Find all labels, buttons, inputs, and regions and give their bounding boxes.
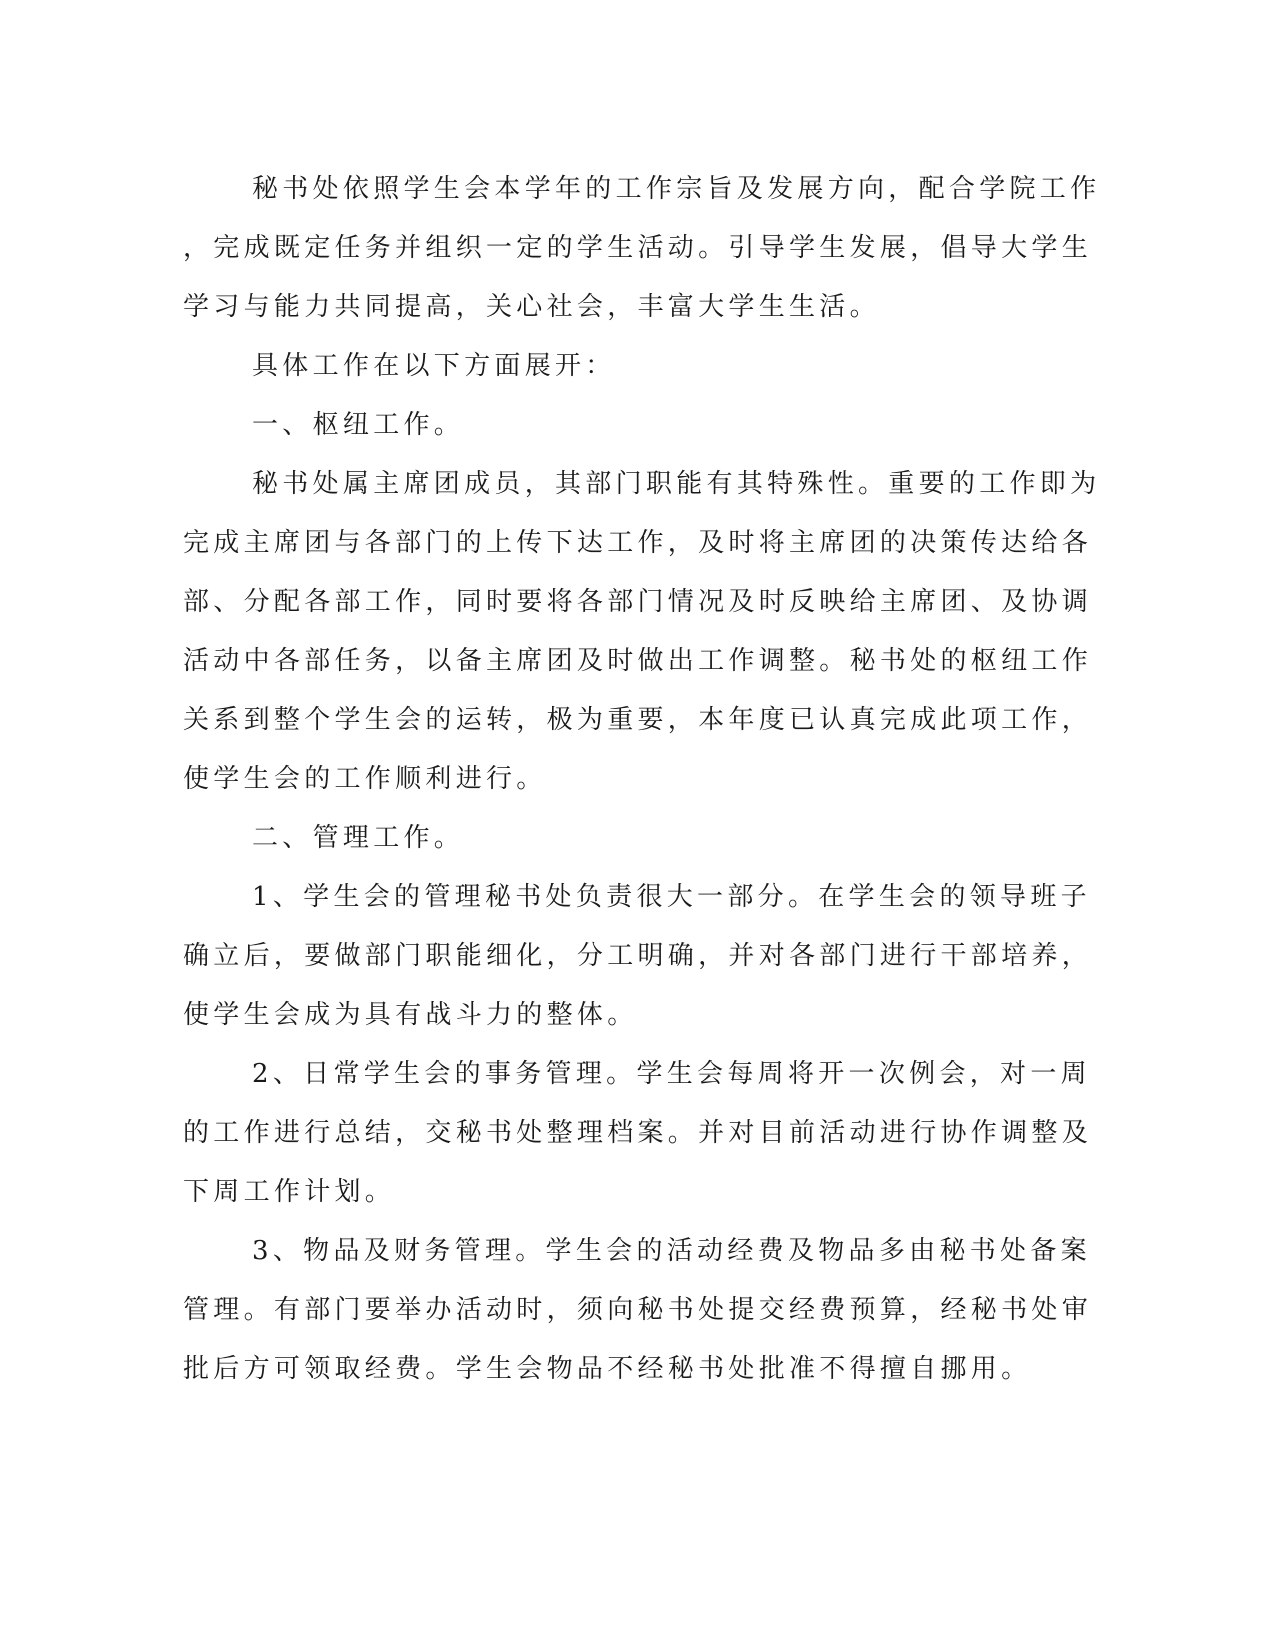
list-item-1-line-2: 确立后，要做部门职能细化，分工明确，并对各部门进行干部培养，: [183, 941, 1093, 971]
list-item-1-line-3: 使学生会成为具有战斗力的整体。: [183, 1000, 638, 1030]
section-heading-management-work: 二、管理工作。: [252, 823, 465, 853]
paragraph-hub-line-4: 活动中各部任务，以备主席团及时做出工作调整。秘书处的枢纽工作: [183, 646, 1093, 676]
list-item-2-line-1: 2、日常学生会的事务管理。学生会每周将开一次例会，对一周: [252, 1059, 1091, 1089]
list-item-2-line-3: 下周工作计划。: [183, 1177, 396, 1207]
paragraph-hub-line-1: 秘书处属主席团成员，其部门职能有其特殊性。重要的工作即为: [252, 469, 1101, 499]
list-item-3-line-2: 管理。有部门要举办活动时，须向秘书处提交经费预算，经秘书处审: [183, 1295, 1093, 1325]
list-item-3-line-1: 3、物品及财务管理。学生会的活动经费及物品多由秘书处备案: [252, 1236, 1091, 1266]
document-body: [183, 160, 1101, 1399]
paragraph-hub-line-3: 部、分配各部工作，同时要将各部门情况及时反映给主席团、及协调: [183, 587, 1093, 617]
paragraph-intro-line-2: ，完成既定任务并组织一定的学生活动。引导学生发展，倡导大学生: [183, 233, 1093, 263]
section-heading-hub-work: 一、枢纽工作。: [252, 410, 465, 440]
paragraph-hub-line-2: 完成主席团与各部门的上传下达工作，及时将主席团的决策传达给各: [183, 528, 1093, 558]
paragraph-intro-line-1: 秘书处依照学生会本学年的工作宗旨及发展方向，配合学院工作: [252, 174, 1101, 204]
list-item-1-line-1: 1、学生会的管理秘书处负责很大一部分。在学生会的领导班子: [252, 882, 1091, 912]
paragraph-overview: 具体工作在以下方面展开：: [252, 351, 616, 381]
paragraph-hub-line-5: 关系到整个学生会的运转，极为重要，本年度已认真完成此项工作，: [183, 705, 1093, 735]
list-item-2-line-2: 的工作进行总结，交秘书处整理档案。并对目前活动进行协作调整及: [183, 1118, 1093, 1148]
paragraph-intro-line-3: 学习与能力共同提高，关心社会，丰富大学生生活。: [183, 292, 880, 322]
list-item-3-line-3: 批后方可领取经费。学生会物品不经秘书处批准不得擅自挪用。: [183, 1354, 1032, 1384]
paragraph-hub-line-6: 使学生会的工作顺利进行。: [183, 764, 547, 794]
